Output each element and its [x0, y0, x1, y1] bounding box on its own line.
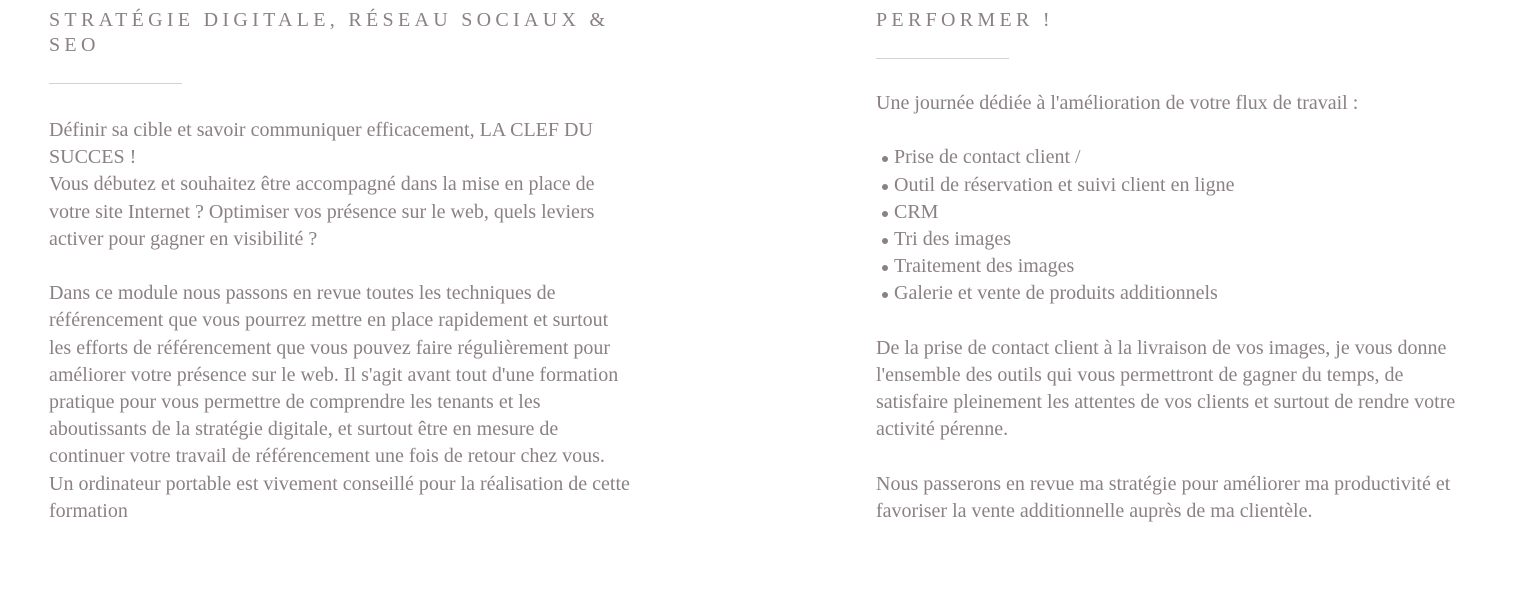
- paragraph-gap: [876, 308, 1466, 335]
- paragraph-gap: [49, 253, 634, 280]
- list-item: Prise de contact client /: [876, 144, 1466, 171]
- performer-feature-list: [876, 144, 1466, 307]
- seo-intro-paragraph: Vous débutez et souhaitez être accompagné dans la mise en place de votre site Internet ? Optimiser vos présence sur le web, quels leviers activer pour gagner en visibilité ?: [49, 173, 595, 250]
- performer-description-paragraph: De la prise de contact client à la livraison de vos images, je vous donne l'ensemble des outils qui vous permettront de gagner du temps, de satisfaire pleinement les attentes de vos clients et surtout de rendre votre activité pérenne.: [876, 336, 1456, 441]
- list-item: Tri des images: [876, 226, 1466, 253]
- performer-module-title: PERFORMER !: [876, 9, 1054, 31]
- seo-module-column: [49, 0, 634, 525]
- list-item: CRM: [876, 199, 1466, 226]
- list-item: Galerie et vente de produits additionnels: [876, 280, 1466, 307]
- title-divider: [876, 58, 1009, 59]
- paragraph-gap: [876, 444, 1466, 471]
- performer-intro: Une journée dédiée à l'amélioration de votre flux de travail :: [876, 92, 1359, 114]
- performer-module-column: [876, 0, 1466, 525]
- seo-laptop-note: Un ordinateur portable est vivement conseillé pour la réalisation de cette formation: [49, 472, 630, 522]
- seo-module-title: STRATÉGIE DIGITALE, RÉSEAU SOCIAUX & SEO: [49, 9, 610, 56]
- seo-description-paragraph: Dans ce module nous passons en revue toutes les techniques de référencement que vous pourrez mettre en place rapidement et surtout les efforts de référencement que vous pouvez faire régulièrement pour améliorer votre présence sur le web. Il s'agit avant tout d'une formation pratique pour vous permettre de comprendre les tenants et les aboutissants de la stratégie digitale, et surtout être en mesure de continuer votre travail de référencement une fois de retour chez vous.: [49, 282, 619, 468]
- performer-strategy-paragraph: Nous passerons en revue ma stratégie pour améliorer ma productivité et favoriser la vente additionnelle auprès de ma clientèle.: [876, 472, 1451, 522]
- list-item: Traitement des images: [876, 253, 1466, 280]
- seo-module-body: [49, 117, 634, 525]
- performer-module-body: [876, 90, 1466, 525]
- paragraph-gap: [876, 117, 1466, 144]
- list-item: Outil de réservation et suivi client en ligne: [876, 172, 1466, 199]
- seo-tagline: Définir sa cible et savoir communiquer efficacement, LA CLEF DU SUCCES !: [49, 119, 593, 169]
- title-divider: [49, 83, 182, 84]
